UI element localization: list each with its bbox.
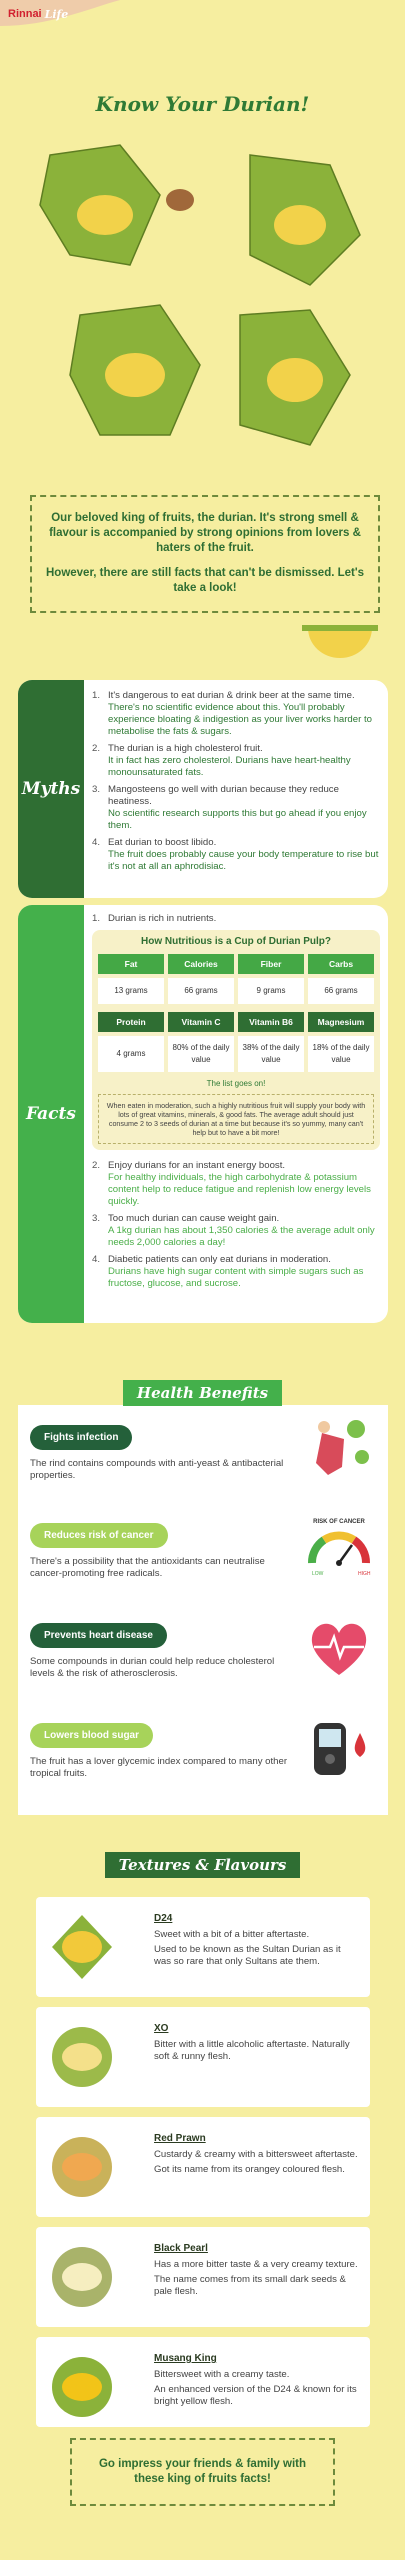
texture-card: Red Prawn Custardy & creamy with a bittersweet aftertaste. Got its name from its orangey coloured flesh.: [36, 2117, 370, 2217]
benefit-item: Prevents heart disease Some compounds in durian could help reduce cholesterol levels & the risk of atherosclerosis.: [30, 1623, 290, 1680]
texture-name: Red Prawn: [154, 2133, 206, 2144]
health-title: Health Benefits: [123, 1380, 282, 1406]
texture-card: D24 Sweet with a bit of a bitter aftertaste. Used to be known as the Sultan Durian as it was so rare that only Sultans ate them.: [36, 1897, 370, 1997]
brand-logo[interactable]: [8, 4, 68, 24]
intro-line-1: Our beloved king of fruits, the durian. It's strong smell & flavour is accompanied by strong opinions from lovers & haters of the fruit.: [49, 512, 361, 554]
outro-box: Go impress your friends & family with these king of fruits facts!: [70, 2438, 335, 2506]
texture-name: Black Pearl: [154, 2243, 208, 2254]
textures-title: Textures & Flavours: [105, 1852, 301, 1878]
list-item: 1. It's dangerous to eat durian & drink beer at the same time. There's no scientific evidence about this. You'll probably experience bloating & indigestion as your liver works harder to metabolise the fats & sugars.: [92, 690, 372, 737]
list-item: 2. Enjoy durians for an instant energy boost. For healthy individuals, the high carbohydrate & potassium content help to reduce fatigue and replenish low energy levels quickly.: [92, 1160, 371, 1207]
list-item: 2. The durian is a high cholesterol fruit. It in fact has zero cholesterol. Durians have heart-healthy monounsaturated fats.: [92, 743, 351, 778]
myths-list: [92, 690, 380, 878]
health-benefits-panel: [18, 1405, 388, 1815]
facts-list: [92, 913, 380, 1295]
benefit-pill: Lowers blood sugar: [30, 1723, 153, 1748]
list-item: 4. Eat durian to boost libido. The fruit does probably cause your body temperature to rise but it's not at all an aphrodisiac.: [92, 837, 379, 872]
benefit-pill: Reduces risk of cancer: [30, 1523, 168, 1548]
virus-shield-icon: [304, 1413, 374, 1483]
intro-line-2: However, there are still facts that can't be dismissed. Let's take a look!: [45, 567, 364, 594]
health-title-wrap: [0, 1380, 405, 1406]
benefit-pill: Prevents heart disease: [30, 1623, 167, 1648]
benefit-item: Lowers blood sugar The fruit has a lover glycemic index compared to many other tropical fruits.: [30, 1723, 290, 1780]
nutrition-note: When eaten in moderation, such a highly nutritious fruit will supply your body with lots of great vitamins, minerals, & good fats. The average adult should just consume 2 to 3 seeds of durian at a time but because it's so yummy, many can't help but to have a bit more!: [98, 1094, 374, 1144]
nutrition-table-1: Fat Calories Fiber Carbs 13 grams 66 grams 9 grams 66 grams: [98, 954, 374, 1004]
nutrition-title: How Nutritious is a Cup of Durian Pulp?: [141, 936, 331, 947]
nutrition-card: [92, 930, 380, 1150]
list-item: 3. Mangosteens go well with durian because they reduce heatiness. No scientific research supports this but go ahead if you enjoy them.: [92, 784, 367, 831]
durian-black-pearl-image: [42, 2237, 122, 2317]
brand-suffix: Life: [44, 7, 69, 21]
texture-name: D24: [154, 1913, 173, 1924]
svg-text:HIGH: HIGH: [358, 1571, 371, 1577]
benefit-item: Reduces risk of cancer There's a possibility that the antioxidants can neutralise cancer-promoting free radicals.: [30, 1523, 290, 1580]
textures-title-wrap: [0, 1852, 405, 1878]
durian-slice-illustration: [300, 598, 380, 660]
durian-red-prawn-image: [42, 2127, 122, 2207]
texture-name: XO: [154, 2023, 169, 2034]
durian-d24-image: [42, 1907, 122, 1987]
intro-box: [30, 495, 380, 613]
texture-card: Black Pearl Has a more bitter taste & a very creamy texture. The name comes from its small dark seeds & pale flesh.: [36, 2227, 370, 2327]
risk-gauge-icon: [304, 1513, 374, 1583]
heart-icon: [304, 1613, 374, 1683]
svg-text:RISK OF CANCER: RISK OF CANCER: [313, 1519, 365, 1525]
list-item: 1. Durian is rich in nutrients.: [92, 913, 217, 924]
texture-card: Musang King Bittersweet with a creamy taste. An enhanced version of the D24 & known for its bright yellow flesh.: [36, 2337, 370, 2427]
texture-name: Musang King: [154, 2353, 217, 2364]
benefit-pill: Fights infection: [30, 1425, 132, 1450]
myths-label: Myths: [18, 680, 84, 898]
hero-title: Know Your Durian!: [95, 92, 310, 116]
list-item: 4. Diabetic patients can only eat durians in moderation. Durians have high sugar content with simple sugars such as fructose, glucose, and sucrose.: [92, 1254, 364, 1289]
nutrition-table-2: Protein Vitamin C Vitamin B6 Magnesium 4 grams 80% of the daily value 38% of the daily value 18% of the daily value: [98, 1012, 374, 1072]
durian-hero-illustration: [10, 135, 395, 480]
facts-label: Facts: [18, 905, 84, 1323]
facts-panel: [18, 905, 388, 1323]
texture-card: XO Bitter with a little alcoholic aftertaste. Naturally soft & runny flesh.: [36, 2007, 370, 2107]
durian-musang-king-image: [42, 2347, 122, 2427]
benefit-item: Fights infection The rind contains compounds with anti-yeast & antibacterial properties.: [30, 1425, 290, 1482]
myths-panel: [18, 680, 388, 898]
nutrition-more: The list goes on!: [206, 1079, 266, 1088]
svg-text:LOW: LOW: [312, 1571, 324, 1577]
brand-name: Rinnai: [8, 8, 42, 20]
durian-xo-image: [42, 2017, 122, 2097]
glucose-meter-icon: [304, 1713, 374, 1783]
list-item: 3. Too much durian can cause weight gain. A 1kg durian has about 1,350 calories & the average adult only needs 2,000 calories a day!: [92, 1213, 375, 1248]
